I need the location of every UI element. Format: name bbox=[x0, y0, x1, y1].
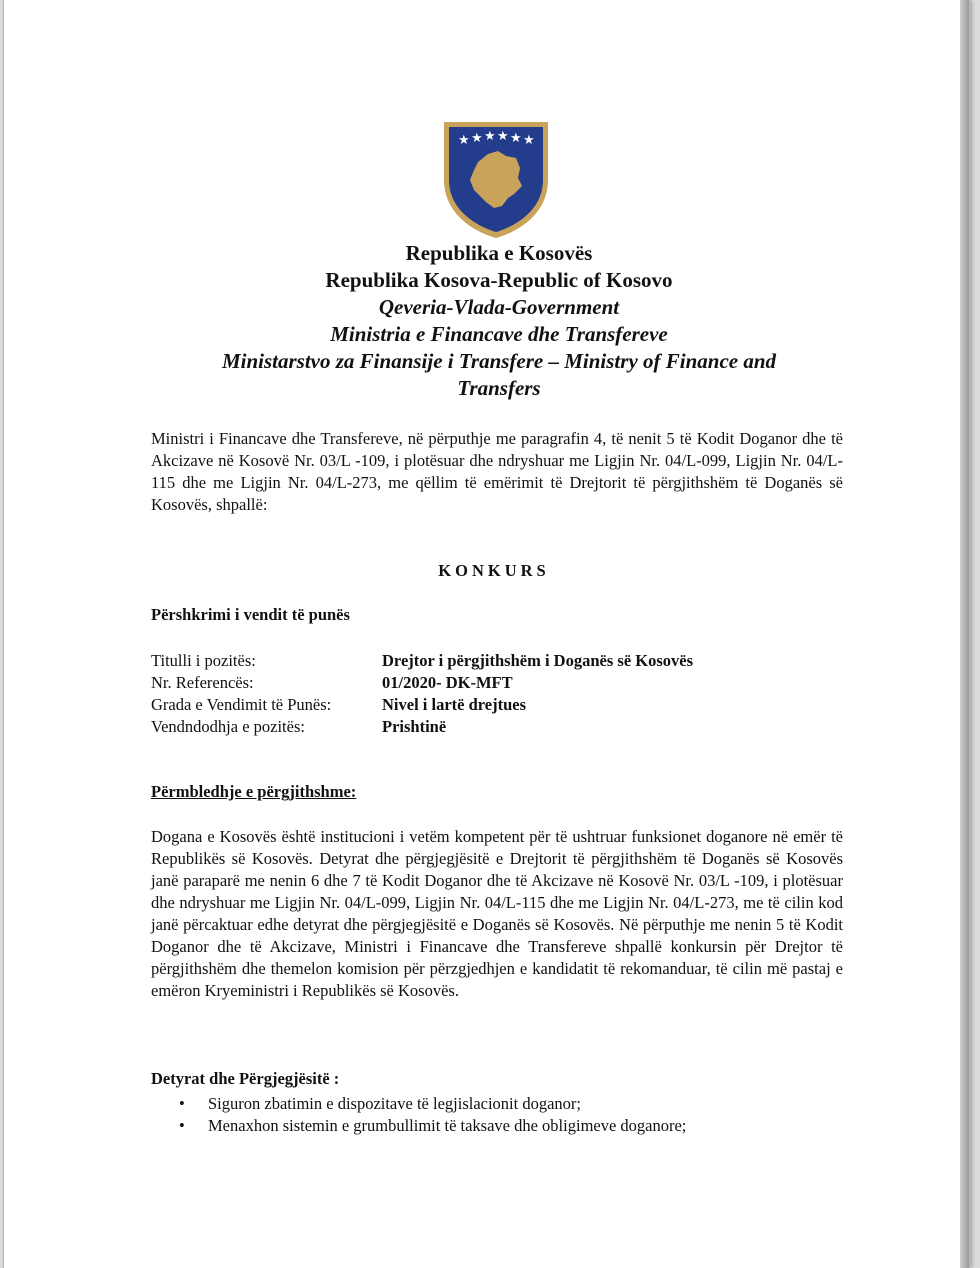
detail-value: Prishtinë bbox=[382, 717, 447, 736]
duty-text: Siguron zbatimin e dispozitave të legjislacionit doganor; bbox=[208, 1094, 581, 1113]
detail-label: Nr. Referencës: bbox=[151, 673, 254, 692]
job-description-heading: Përshkrimi i vendit të punës bbox=[151, 605, 350, 624]
header-line-transfers: Transfers bbox=[457, 376, 541, 400]
detail-row-reference bbox=[151, 672, 851, 694]
duties-heading: Detyrat dhe Përgjegjësitë : bbox=[151, 1069, 340, 1088]
header-line-ministria: Ministria e Financave dhe Transfereve bbox=[330, 322, 668, 346]
detail-value: Nivel i lartë drejtues bbox=[382, 695, 527, 714]
detail-row-title bbox=[151, 650, 851, 672]
header-line-government: Qeveria-Vlada-Government bbox=[378, 295, 620, 319]
svg-text:★: ★ bbox=[497, 129, 509, 144]
svg-text:★: ★ bbox=[458, 133, 470, 148]
intro-paragraph: Ministri i Financave dhe Transfereve, në përputhje me paragrafin 4, të nenit 5 të Kodit Doganor dhe të Akcizave në Kosovë Nr. 03/L -109, i plotësuar dhe ndryshuar me Ligjin Nr. 04/L-099, Ligjin Nr. 04/L-115 dhe me Ligjin Nr. 04/L-273, me qëllim të emërimit të Drejtorit të përgjithshëm të Doganës së Kosovës, shpallë: bbox=[151, 429, 843, 514]
bullet-icon: • bbox=[179, 1094, 185, 1113]
header-line-republika: Republika e Kosovës bbox=[405, 241, 593, 265]
detail-value: Drejtor i përgjithshëm i Doganës së Kosovës bbox=[382, 651, 694, 670]
svg-text:★: ★ bbox=[471, 131, 483, 146]
svg-text:★: ★ bbox=[484, 129, 496, 144]
svg-text:★: ★ bbox=[510, 131, 522, 146]
list-item bbox=[151, 1093, 851, 1115]
duty-text: Menaxhon sistemin e grumbullimit të taksave dhe obligimeve doganore; bbox=[208, 1116, 687, 1135]
detail-label: Grada e Vendimit të Punës: bbox=[151, 695, 332, 714]
detail-value: 01/2020- DK-MFT bbox=[382, 673, 513, 692]
header-line-ministry: Ministarstvo za Finansije i Transfere – Ministry of Finance and bbox=[221, 349, 777, 373]
header-line-republic: Republika Kosova-Republic of Kosovo bbox=[325, 268, 673, 292]
list-item bbox=[151, 1115, 851, 1137]
document-page bbox=[3, 0, 970, 1268]
position-details bbox=[151, 650, 851, 738]
kosovo-coat-of-arms-icon bbox=[440, 118, 552, 240]
svg-text:★: ★ bbox=[523, 133, 535, 148]
detail-row-location bbox=[151, 716, 851, 738]
bullet-icon: • bbox=[179, 1116, 185, 1135]
duties-list bbox=[151, 1093, 851, 1137]
detail-label: Vendndodhja e pozitës: bbox=[151, 717, 305, 736]
summary-paragraph: Dogana e Kosovës është institucioni i vetëm kompetent për të ushtruar funksionet doganore në emër të Republikës së Kosovës. Detyrat dhe përgjegjësitë e Drejtorit të përgjithshëm të Doganës së Kosovës janë paraparë me nenin 6 dhe 7 të Kodit Doganor dhe të Akcizave në Kosovë Nr. 03/L -109, i plotësuar dhe ndryshuar me Ligjin Nr. 04/L-099, Ligjin Nr. 04/L-115 dhe me Ligjin Nr. 04/L-273, me të cilin kod janë përcaktuar edhe detyrat dhe përgjegjësitë e Doganës së Kosovës. Në përputhje me nenin 5 të Kodit Doganor dhe të Akcizave, Ministri i Financave dhe Transfereve shpallë konkursin për Drejtor të përgjithshëm dhe themelon komision për përzgjedhjen e kandidatit të rekomanduar, të cilin më pastaj e emëron Kryeministri i Republikës së Kosovës. bbox=[151, 827, 843, 1000]
document-header bbox=[154, 240, 844, 402]
detail-label: Titulli i pozitës: bbox=[151, 651, 256, 670]
konkurs-title: KONKURS bbox=[438, 561, 550, 580]
detail-row-grade bbox=[151, 694, 851, 716]
summary-heading: Përmbledhje e përgjithshme: bbox=[151, 782, 357, 801]
page-edge bbox=[960, 0, 969, 1268]
